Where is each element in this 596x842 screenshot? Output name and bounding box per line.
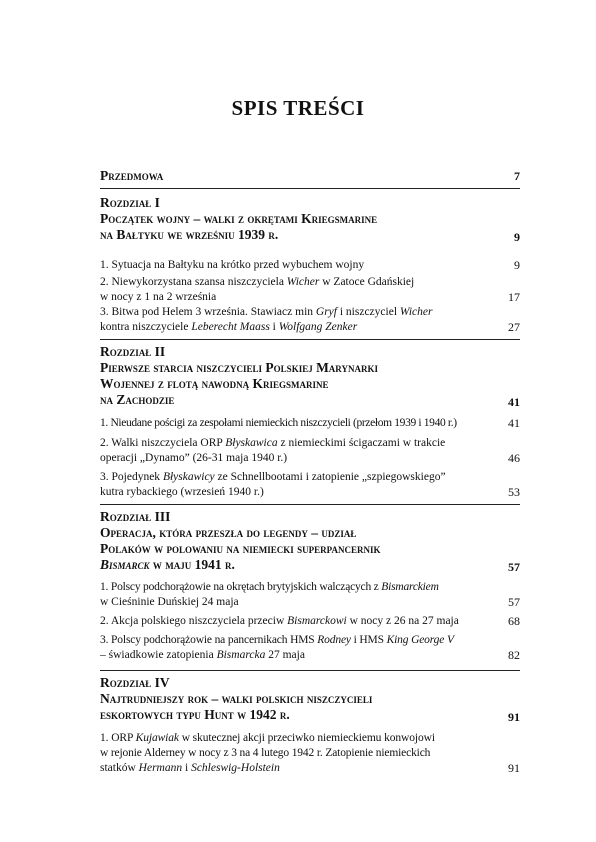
entry-page: 53 bbox=[508, 485, 520, 499]
chapter-1-page: 9 bbox=[514, 230, 520, 244]
chapter-3-title-line-3: Bismarck w maju 1941 r. bbox=[100, 557, 235, 572]
chapter-1-title-line-1: Początek wojny – walki z okrętami Kriegsmarine bbox=[100, 211, 378, 226]
divider bbox=[100, 670, 520, 671]
entry-page: 46 bbox=[508, 451, 520, 465]
chapter-2-title-line-3: na Zachodzie bbox=[100, 392, 175, 407]
chapter-3-label: Rozdział III bbox=[100, 509, 171, 524]
entry-text: – świadkowie zatopienia Bismarcka 27 maja bbox=[100, 649, 305, 661]
toc-entry[interactable] bbox=[100, 436, 520, 466]
chapter-4-title-line-1: Najtrudniejszy rok – walki polskich niszczycieli bbox=[100, 691, 373, 706]
toc-entry[interactable] bbox=[100, 258, 520, 273]
toc-entry[interactable] bbox=[100, 731, 520, 776]
entry-page: 27 bbox=[508, 320, 520, 334]
toc-entry[interactable] bbox=[100, 305, 520, 335]
toc-entry[interactable] bbox=[100, 275, 520, 305]
entry-text: 2. Akcja polskiego niszczyciela przeciw Bismarckowi w nocy z 26 na 27 maja bbox=[100, 615, 459, 627]
entry-text: 2. Niewykorzystana szansa niszczyciela Wicher w Zatoce Gdańskiej bbox=[100, 276, 415, 288]
chapter-2-label: Rozdział II bbox=[100, 344, 166, 359]
toc-preface-page: 7 bbox=[514, 169, 520, 183]
chapter-1-label: Rozdział I bbox=[100, 195, 160, 210]
entry-page: 91 bbox=[508, 761, 520, 775]
entry-page: 41 bbox=[508, 416, 520, 430]
entry-text: w rejonie Alderney w nocy z 3 na 4 lutego 1942 r. Zatopienie niemieckich bbox=[100, 747, 431, 759]
entry-text: 3. Bitwa pod Helem 3 września. Stawiacz min Gryf i niszczyciel Wicher bbox=[100, 306, 433, 318]
entry-text: operacji „Dynamo” (26-31 maja 1940 r.) bbox=[100, 452, 288, 464]
entry-text: 1. ORP Kujawiak w skutecznej akcji przeciwko niemieckiemu konwojowi bbox=[100, 732, 435, 744]
chapter-3-heading[interactable] bbox=[100, 509, 520, 573]
entry-page: 68 bbox=[508, 614, 520, 628]
entry-text: statków Hermann i Schleswig-Holstein bbox=[100, 762, 280, 774]
chapter-2-heading[interactable] bbox=[100, 344, 520, 408]
chapter-4-page: 91 bbox=[508, 710, 520, 724]
entry-text: kutra rybackiego (wrzesień 1940 r.) bbox=[100, 486, 264, 498]
toc-entry[interactable] bbox=[100, 470, 520, 500]
chapter-3-title-line-1: Operacja, która przeszła do legendy – udział bbox=[100, 525, 357, 540]
toc-entry[interactable] bbox=[100, 614, 520, 629]
entry-text: 1. Polscy podchorążowie na okrętach brytyjskich walczących z Bismarckiem bbox=[100, 581, 439, 593]
divider bbox=[100, 504, 520, 505]
chapter-1-title-line-2: na Bałtyku we wrześniu 1939 r. bbox=[100, 227, 279, 242]
chapter-2-title-line-1: Pierwsze starcia niszczycieli Polskiej Marynarki bbox=[100, 360, 378, 375]
chapter-3-title-line-2: Polaków w polowaniu na niemiecki superpancernik bbox=[100, 541, 381, 556]
entry-text: w Cieśninie Duńskiej 24 maja bbox=[100, 596, 239, 608]
toc-preface[interactable] bbox=[100, 168, 520, 184]
entry-text: 1. Nieudane pościgi za zespołami niemieckich niszczycieli (przełom 1939 i 1940 r.) bbox=[100, 417, 457, 429]
chapter-4-title-line-2: eskortowych typu Hunt w 1942 r. bbox=[100, 707, 290, 722]
entry-text: w nocy z 1 na 2 września bbox=[100, 291, 217, 303]
entry-text: kontra niszczyciele Leberecht Maass i Wolfgang Zenker bbox=[100, 321, 358, 333]
entry-page: 57 bbox=[508, 595, 520, 609]
chapter-4-heading[interactable] bbox=[100, 675, 520, 723]
chapter-2-title-line-2: Wojennej z flotą nawodną Kriegsmarine bbox=[100, 376, 329, 391]
toc-entry[interactable] bbox=[100, 633, 520, 663]
entry-page: 82 bbox=[508, 648, 520, 662]
toc-entry[interactable] bbox=[100, 416, 520, 431]
toc-preface-label: Przedmowa bbox=[100, 168, 164, 183]
entry-page: 17 bbox=[508, 290, 520, 304]
divider bbox=[100, 339, 520, 340]
chapter-3-page: 57 bbox=[508, 560, 520, 574]
entry-page: 9 bbox=[514, 258, 520, 272]
entry-text: 3. Polscy podchorążowie na pancernikach HMS Rodney i HMS King George V bbox=[100, 634, 454, 646]
chapter-4-label: Rozdział IV bbox=[100, 675, 170, 690]
chapter-1-heading[interactable] bbox=[100, 195, 520, 243]
entry-text: 1. Sytuacja na Bałtyku na krótko przed wybuchem wojny bbox=[100, 259, 365, 271]
toc-entry[interactable] bbox=[100, 580, 520, 610]
chapter-2-page: 41 bbox=[508, 395, 520, 409]
page-title: SPIS TREŚCI bbox=[231, 96, 365, 120]
divider bbox=[100, 188, 520, 189]
entry-text: 2. Walki niszczyciela ORP Błyskawica z niemieckimi ścigaczami w trakcie bbox=[100, 437, 446, 449]
entry-text: 3. Pojedynek Błyskawicy ze Schnellbootami i zatopienie „szpiegowskiego” bbox=[100, 471, 446, 483]
